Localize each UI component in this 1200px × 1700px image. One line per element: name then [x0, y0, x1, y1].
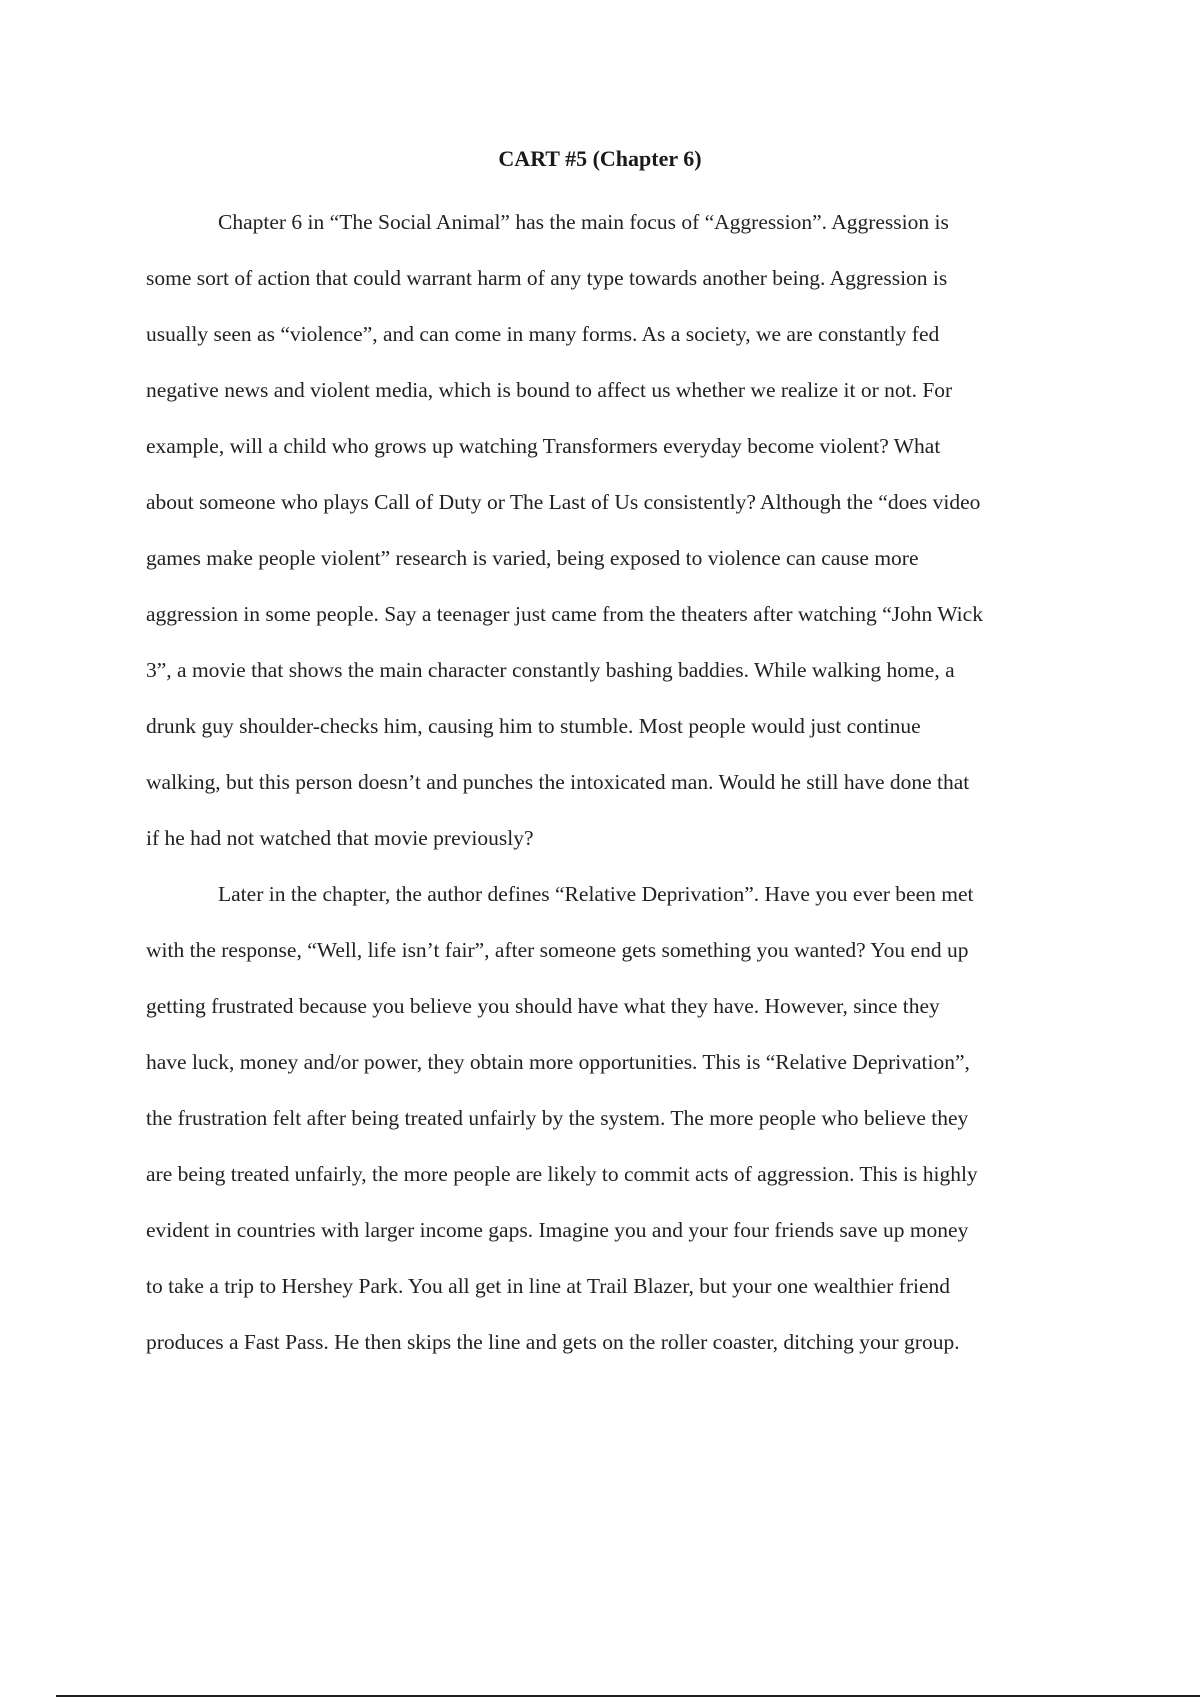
text-line: getting frustrated because you believe you should have what they have. However, since they	[146, 994, 940, 1018]
paragraph	[146, 866, 1091, 1370]
paragraph	[146, 194, 1091, 866]
text-line: walking, but this person doesn’t and punches the intoxicated man. Would he still have done that	[146, 770, 970, 794]
text-line: evident in countries with larger income gaps. Imagine you and your four friends save up money	[146, 1218, 969, 1242]
text-line: drunk guy shoulder-checks him, causing him to stumble. Most people would just continue	[146, 714, 921, 738]
text-line: Later in the chapter, the author defines “Relative Deprivation”. Have you ever been met	[218, 882, 974, 906]
text-line: aggression in some people. Say a teenager just came from the theaters after watching “John Wick	[146, 602, 983, 626]
document-title: CART #5 (Chapter 6)	[498, 146, 702, 171]
text-line: have luck, money and/or power, they obtain more opportunities. This is “Relative Deprivation”,	[146, 1050, 970, 1074]
text-line: Chapter 6 in “The Social Animal” has the main focus of “Aggression”. Aggression is	[218, 210, 949, 234]
text-line: to take a trip to Hershey Park. You all get in line at Trail Blazer, but your one wealthier friend	[146, 1274, 951, 1298]
text-line: negative news and violent media, which is bound to affect us whether we realize it or not. For	[146, 378, 953, 402]
text-line: the frustration felt after being treated unfairly by the system. The more people who believe they	[146, 1106, 969, 1130]
page-bottom-rule	[56, 1695, 1200, 1697]
text-line: example, will a child who grows up watching Transformers everyday become violent? What	[146, 434, 941, 458]
document-body	[146, 194, 1091, 1370]
text-line: games make people violent” research is varied, being exposed to violence can cause more	[146, 546, 919, 570]
text-line: with the response, “Well, life isn’t fair”, after someone gets something you wanted? You end up	[146, 938, 969, 962]
text-line: usually seen as “violence”, and can come in many forms. As a society, we are constantly fed	[146, 322, 940, 346]
text-line: some sort of action that could warrant harm of any type towards another being. Aggression is	[146, 266, 948, 290]
text-line: 3”, a movie that shows the main character constantly bashing baddies. While walking home, a	[146, 658, 955, 682]
text-line: if he had not watched that movie previously?	[146, 826, 534, 850]
text-line: are being treated unfairly, the more people are likely to commit acts of aggression. This is highly	[146, 1162, 978, 1186]
text-line: about someone who plays Call of Duty or The Last of Us consistently? Although the “does video	[146, 490, 981, 514]
text-line: produces a Fast Pass. He then skips the line and gets on the roller coaster, ditching your group.	[146, 1330, 960, 1354]
